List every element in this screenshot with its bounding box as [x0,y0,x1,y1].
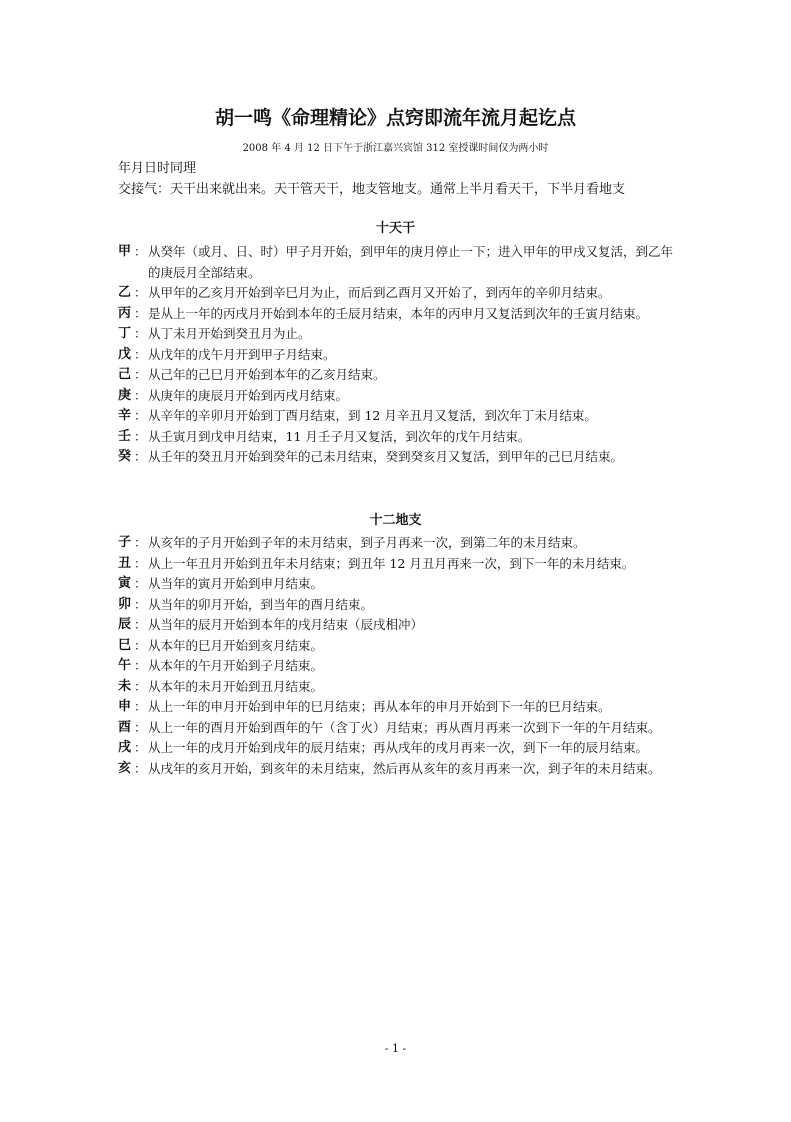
list-item [118,759,678,780]
entry-text: 从壬寅月到戊申月结束，11 月壬子月又复活，到次年的戊午月结束。 [148,428,531,444]
entry-separator: ： [134,285,147,300]
entry-key: 午 [118,658,132,673]
list-item [118,615,678,636]
entry-text: 从上一年丑月开始到丑年未月结束；到丑年 12 月丑月再来一次，到下一年的未月结束。 [148,555,635,571]
list-item [118,427,678,448]
list-item [118,636,678,657]
entry-key: 己 [118,367,132,382]
entry-separator: ： [134,740,147,755]
entry-key: 丑 [118,555,132,571]
entry-key: 卯 [118,596,132,612]
entry-key: 丁 [118,326,132,341]
list-item [118,697,678,718]
entry-key: 辛 [118,408,132,423]
entry-key: 亥 [118,760,132,776]
entry-key: 未 [118,678,132,694]
page-number: - 1 - [384,1042,407,1055]
entry-separator: ： [134,576,147,591]
entry-separator: ： [134,535,147,550]
entry-key: 甲 [118,244,132,259]
list-item [118,738,678,759]
list-item [118,345,678,366]
intro-line: 年月日时同理 [118,161,197,176]
list-item [118,595,678,616]
entry-key: 庚 [118,387,132,403]
entry-key: 申 [118,699,132,714]
earthly-branches-heading: 十二地支 [369,513,422,528]
entry-key: 巳 [118,637,132,653]
entry-text: 从本年的巳月开始到亥月结束。 [148,637,324,653]
entry-text: 从壬年的癸丑月开始到癸年的己未月结束，癸到癸亥月又复活，到甲年的己巳月结束。 [148,449,624,464]
entry-key: 寅 [118,576,132,591]
list-item [118,304,678,325]
heavenly-stems-heading: 十天干 [375,221,415,236]
entry-key: 乙 [118,285,132,300]
entry-text: 是从上一年的丙戌月开始到本年的壬辰月结束，本年的丙申月又复活到次年的壬寅月结束。 [148,305,649,321]
list-item [118,386,678,407]
list-item [118,283,678,304]
entry-separator: ： [134,637,147,653]
list-item [118,406,678,427]
entry-separator: ： [134,760,147,776]
intro-line: 交接气：天干出来就出来。天干管天干，地支管地支。通常上半月看天干，下半月看地支 [118,182,626,197]
list-item [118,677,678,698]
entry-key: 子 [118,535,132,550]
document-subtitle: 2008 年 4 月 12 日下午于浙江嘉兴宾馆 312 室授课时间仅为两小时 [242,143,549,154]
entry-separator: ： [134,555,147,571]
list-item [118,242,678,283]
entry-separator: ： [134,346,147,362]
entry-separator: ： [134,408,147,423]
entry-separator: ： [134,658,147,673]
entry-key: 癸 [118,449,132,464]
list-item [118,447,678,468]
entry-key: 丙 [118,305,132,321]
entry-separator: ： [134,617,147,632]
entry-text: 从癸年（或月、日、时）甲子月开始，到甲年的庚月停止一下；进入甲年的甲戌又复活，到乙年的庚辰月全部结束。 [148,244,674,280]
list-item [118,365,678,386]
entry-key: 酉 [118,719,132,735]
entry-text: 从甲年的乙亥月开始到辛巳月为止，而后到乙酉月又开始了，到丙年的辛卯月结束。 [148,285,611,300]
entry-text: 从当年的寅月开始到申月结束。 [148,576,324,591]
entry-separator: ： [134,699,147,714]
list-item [118,533,678,554]
entry-text: 从辛年的辛卯月开始到丁酉月结束，到 12 月辛丑月又复活，到次年丁未月结束。 [148,408,597,423]
entry-separator: ： [134,326,147,341]
entry-separator: ： [134,596,147,612]
entry-separator: ： [134,387,147,403]
entry-separator: ： [134,449,147,464]
document-title: 胡一鸣《命理精论》点窍即流年流月起讫点 [214,107,576,129]
entry-text: 从本年的午月开始到子月结束。 [148,658,324,673]
entry-text: 从上一年的戌月开始到戌年的辰月结束；再从戌年的戌月再来一次，到下一年的辰月结束。 [148,740,649,755]
entry-text: 从己年的己巳月开始到本年的乙亥月结束。 [148,367,386,382]
entry-separator: ： [134,305,147,321]
entry-text: 从当年的辰月开始到本年的戌月结束（辰戌相冲） [148,617,424,632]
entry-text: 从亥年的子月开始到子年的未月结束，到子月再来一次，到第二年的未月结束。 [148,535,586,550]
list-item [118,574,678,595]
entry-separator: ： [134,367,147,382]
entry-text: 从丁未月开始到癸丑月为止。 [148,326,311,341]
entry-separator: ： [134,678,147,694]
entry-text: 从当年的卯月开始，到当年的酉月结束。 [148,596,374,612]
list-item [118,554,678,575]
heavenly-stems-list [118,242,678,468]
entry-separator: ： [134,244,147,259]
entry-text: 从戊年的戊午月开到甲子月结束。 [148,346,336,362]
entry-text: 从庚年的庚辰月开始到丙戌月结束。 [148,387,349,403]
entry-text: 从上一年的酉月开始到酉年的午（含丁火）月结束；再从酉月再来一次到下一年的午月结束。 [148,719,661,735]
entry-separator: ： [134,719,147,735]
earthly-branches-list [118,533,678,779]
list-item [118,718,678,739]
entry-text: 从本年的未月开始到丑月结束。 [148,678,324,694]
entry-text: 从戌年的亥月开始，到亥年的未月结束，然后再从亥年的亥月再来一次，到子年的未月结束。 [148,760,661,776]
entry-separator: ： [134,428,147,444]
entry-key: 戊 [118,346,132,362]
list-item [118,656,678,677]
entry-key: 壬 [118,428,132,444]
entry-key: 戌 [118,740,132,755]
entry-text: 从上一年的申月开始到申年的巳月结束；再从本年的申月开始到下一年的巳月结束。 [148,699,611,714]
entry-key: 辰 [118,617,132,632]
list-item [118,324,678,345]
